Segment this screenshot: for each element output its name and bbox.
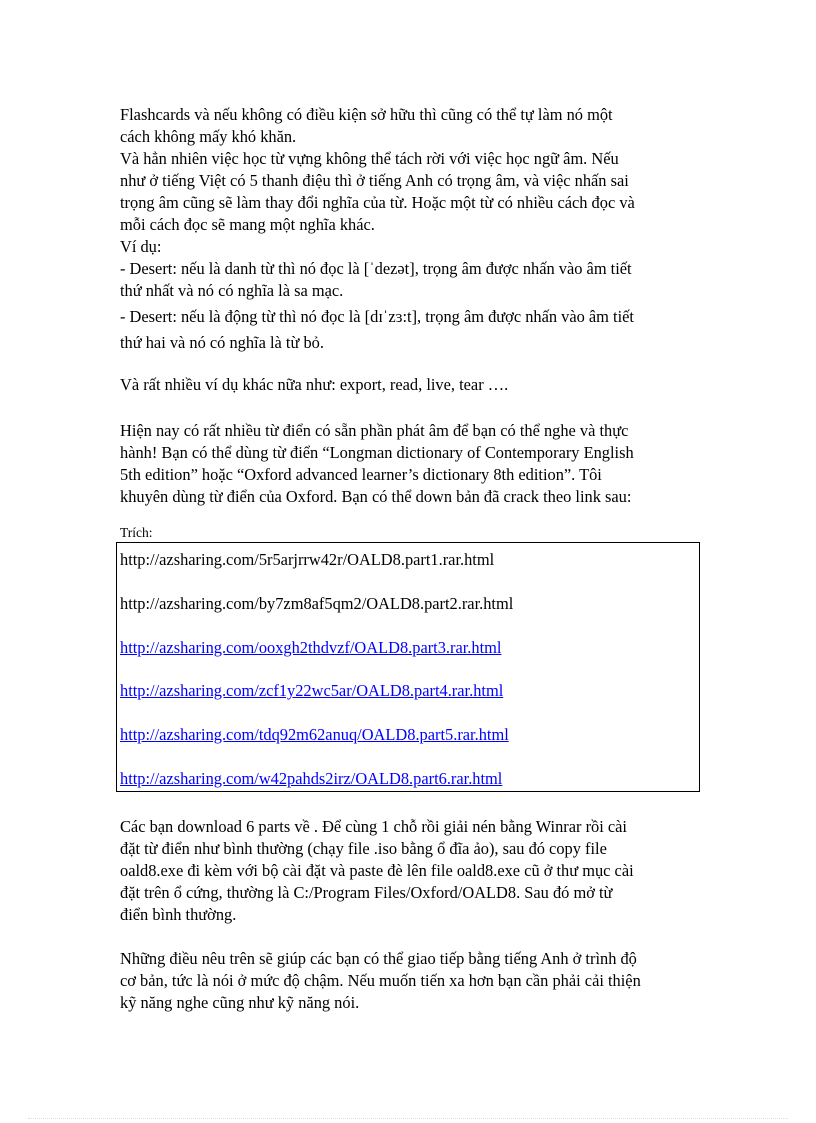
text-line: kỹ năng nghe cũng như kỹ năng nói.: [120, 993, 360, 1012]
text-line: Những điều nêu trên sẽ giúp các bạn có thể giao tiếp bằng tiếng Anh ở trình độ: [120, 949, 637, 968]
text-line: Hiện nay có rất nhiều từ điển có sẵn phần phát âm để bạn có thể nghe và thực: [120, 421, 629, 440]
page-bottom-rule: [28, 1118, 788, 1119]
text-line: khuyên dùng từ điển của Oxford. Bạn có thể down bản đã crack theo link sau:: [120, 487, 632, 506]
example-2: [120, 304, 700, 356]
intro-paragraphs: [120, 104, 700, 302]
text-line: 5th edition” hoặc “Oxford advanced learner’s dictionary 8th edition”. Tôi: [120, 465, 602, 484]
paragraph-dictionaries: [120, 420, 700, 508]
example-line: thứ hai và nó có nghĩa là từ bỏ.: [120, 333, 324, 352]
text-line: Các bạn download 6 parts về . Để cùng 1 chỗ rồi giải nén bằng Winrar rồi cài: [120, 817, 627, 836]
quote-label: Trích:: [120, 525, 153, 540]
download-link-part1[interactable]: http://azsharing.com/5r5arjrrw42r/OALD8.part1.rar.html: [120, 550, 495, 569]
text-line: đặt từ điển như bình thường (chạy file .iso bằng ổ đĩa ảo), sau đó copy file: [120, 839, 607, 858]
text-line: cơ bản, tức là nói ở mức độ chậm. Nếu muốn tiến xa hơn bạn cần phải cải thiện: [120, 971, 641, 990]
paragraph-install: [120, 816, 700, 926]
example-line: thứ nhất và nó có nghĩa là sa mạc.: [120, 281, 344, 300]
text-line: mỗi cách đọc sẽ mang một nghĩa khác.: [120, 215, 375, 234]
text-line: Ví dụ:: [120, 237, 162, 256]
example-line: - Desert: nếu là danh từ thì nó đọc là [ˈdezət], trọng âm được nhấn vào âm tiết: [120, 259, 632, 278]
download-link-part6[interactable]: http://azsharing.com/w42pahds2irz/OALD8.part6.rar.html: [120, 769, 503, 788]
text-line: Và hẳn nhiên việc học từ vựng không thể tách rời với việc học ngữ âm. Nếu: [120, 149, 619, 168]
download-link-part3[interactable]: http://azsharing.com/ooxgh2thdvzf/OALD8.part3.rar.html: [120, 638, 502, 657]
download-link-part5[interactable]: http://azsharing.com/tdq92m62anuq/OALD8.part5.rar.html: [120, 725, 509, 744]
text-line: điển bình thường.: [120, 905, 237, 924]
download-link-part4[interactable]: http://azsharing.com/zcf1y22wc5ar/OALD8.part4.rar.html: [120, 681, 504, 700]
text-line: Flashcards và nếu không có điều kiện sở hữu thì cũng có thể tự làm nó một: [120, 105, 613, 124]
text-line: như ở tiếng Việt có 5 thanh điệu thì ở tiếng Anh có trọng âm, và việc nhấn sai: [120, 171, 629, 190]
paragraph-more-examples: [120, 374, 700, 396]
text-line: hành! Bạn có thể dùng từ điển “Longman dictionary of Contemporary English: [120, 443, 634, 462]
quote-box: [116, 542, 700, 792]
text-line: đặt trên ổ cứng, thường là C:/Program Files/Oxford/OALD8. Sau đó mở từ: [120, 883, 613, 902]
text-line: Và rất nhiều ví dụ khác nữa như: export, read, live, tear ….: [120, 375, 509, 394]
text-line: oald8.exe đi kèm với bộ cài đặt và paste đè lên file oald8.exe cũ ở thư mục cài: [120, 861, 634, 880]
text-line: cách không mấy khó khăn.: [120, 127, 297, 146]
text-line: trọng âm cũng sẽ làm thay đổi nghĩa của từ. Hoặc một từ có nhiều cách đọc và: [120, 193, 635, 212]
example-line: - Desert: nếu là động từ thì nó đọc là [dɪˈzɜ:t], trọng âm được nhấn vào âm tiết: [120, 307, 634, 326]
paragraph-conclusion: [120, 948, 700, 1014]
download-link-part2[interactable]: http://azsharing.com/by7zm8af5qm2/OALD8.part2.rar.html: [120, 594, 514, 613]
